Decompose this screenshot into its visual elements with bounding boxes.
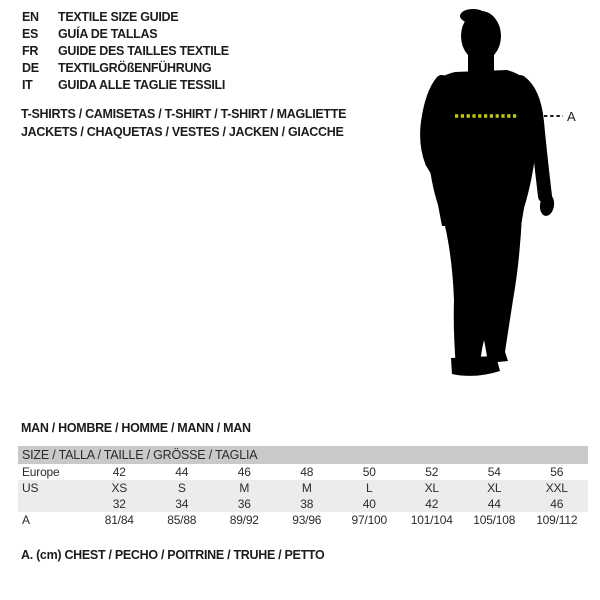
language-row — [22, 9, 229, 26]
size-table — [18, 446, 588, 528]
silhouette-body — [426, 9, 555, 376]
language-title: GUIDA ALLE TAGLIE TESSILI — [58, 78, 226, 92]
table-cell: M — [213, 480, 276, 496]
torso — [426, 70, 537, 226]
table-cell: M — [276, 480, 339, 496]
table-cell: 105/108 — [473, 513, 516, 527]
row-label: A — [22, 513, 30, 527]
category-jackets: JACKETS / CHAQUETAS / VESTES / JACKEN / GIACCHE — [21, 125, 344, 139]
section-title-man: MAN / HOMBRE / HOMME / MANN / MAN — [21, 421, 251, 435]
table-cell: 44 — [463, 496, 526, 512]
table-header-row — [18, 446, 588, 464]
table-row — [18, 512, 588, 528]
language-title: GUÍA DE TALLAS — [58, 27, 158, 41]
language-code: ES — [22, 27, 39, 41]
table-cell: 32 — [88, 496, 151, 512]
table-row — [18, 496, 588, 512]
table-cell: 85/88 — [167, 513, 197, 527]
language-row — [22, 77, 229, 94]
legs — [442, 214, 522, 368]
language-code: FR — [22, 44, 39, 58]
table-cell: XL — [463, 480, 526, 496]
table-cell: 101/104 — [410, 513, 453, 527]
table-cell: 56 — [550, 465, 564, 479]
table-cell: 109/112 — [536, 513, 578, 527]
language-row — [22, 26, 229, 43]
language-code: IT — [22, 78, 33, 92]
man-silhouette — [360, 0, 600, 420]
measure-caption: A. (cm) CHEST / PECHO / POITRINE / TRUHE / PETTO — [21, 548, 325, 562]
table-cell: 97/100 — [351, 513, 387, 527]
table-cell: XS — [88, 480, 151, 496]
table-cell: 42 — [401, 496, 464, 512]
category-tshirts: T-SHIRTS / CAMISETAS / T-SHIRT / T-SHIRT / MAGLIETTE — [21, 107, 347, 121]
row-label: US — [18, 480, 88, 496]
hair — [460, 9, 486, 23]
language-code: EN — [22, 10, 39, 24]
table-cell: 34 — [151, 496, 214, 512]
language-title: TEXTILE SIZE GUIDE — [58, 10, 179, 24]
table-cell: 46 — [237, 465, 251, 479]
language-row — [22, 60, 229, 77]
table-cell: 36 — [213, 496, 276, 512]
table-header: SIZE / TALLA / TAILLE / GRÖSSE / TAGLIA — [18, 446, 588, 464]
table-cell: L — [338, 480, 401, 496]
table-cell: XXL — [526, 480, 589, 496]
table-cell: S — [151, 480, 214, 496]
table-cell: 40 — [338, 496, 401, 512]
table-row — [18, 464, 588, 480]
table-row — [18, 480, 588, 496]
language-title: GUIDE DES TAILLES TEXTILE — [58, 44, 229, 58]
row-label — [18, 496, 88, 512]
table-cell: 46 — [526, 496, 589, 512]
neck — [468, 48, 494, 74]
table-cell: 52 — [425, 465, 439, 479]
table-cell: 38 — [276, 496, 339, 512]
table-cell: 54 — [487, 465, 501, 479]
table-cell: XL — [401, 480, 464, 496]
table-cell: 44 — [175, 465, 189, 479]
table-cell: 81/84 — [104, 513, 134, 527]
table-cell: 93/96 — [292, 513, 322, 527]
language-list — [22, 9, 229, 94]
foot — [451, 356, 500, 376]
measure-label-a: A — [567, 109, 576, 124]
language-code: DE — [22, 61, 39, 75]
row-label: Europe — [22, 465, 60, 479]
table-cell: 89/92 — [229, 513, 259, 527]
table-cell: 50 — [362, 465, 376, 479]
garment-categories — [21, 105, 346, 141]
table-cell: 48 — [300, 465, 314, 479]
table-cell: 42 — [112, 465, 126, 479]
language-row — [22, 43, 229, 60]
language-title: TEXTILGRÖßENFÜHRUNG — [58, 61, 212, 75]
